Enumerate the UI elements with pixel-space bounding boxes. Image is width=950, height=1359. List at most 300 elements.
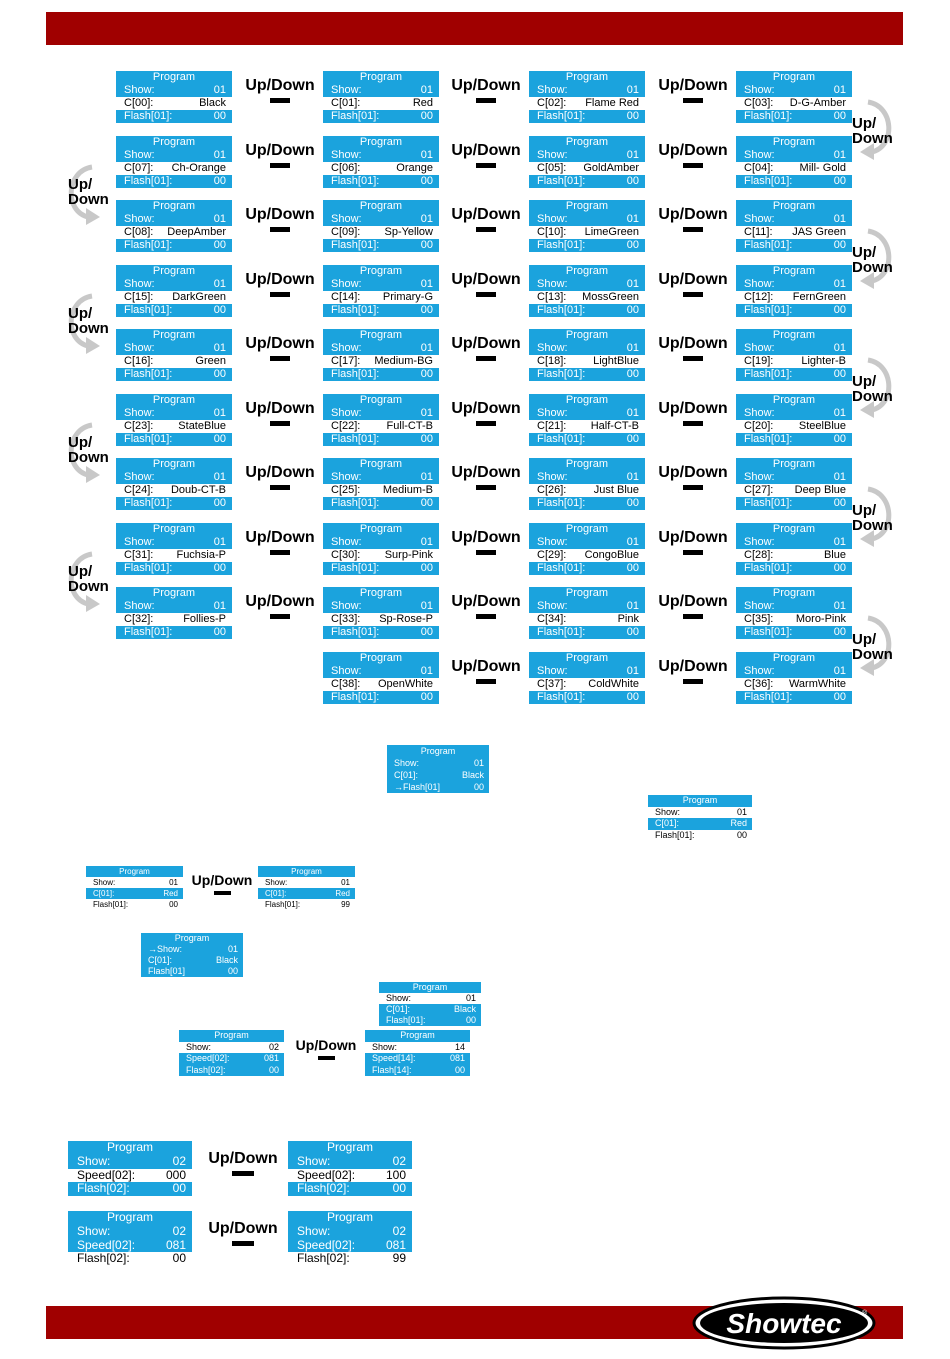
lcd-value: 00 bbox=[213, 626, 226, 638]
lcd-value: 01 bbox=[833, 278, 846, 290]
lcd-value: 00 bbox=[392, 1182, 406, 1196]
lcd-row bbox=[529, 162, 645, 175]
lcd-row bbox=[323, 626, 439, 639]
lcd-row bbox=[323, 355, 439, 368]
lcd-row bbox=[736, 433, 852, 446]
lcd-value: 01 bbox=[169, 878, 178, 887]
lcd-value: Full-CT-B bbox=[386, 420, 433, 432]
lcd-label: Show: bbox=[124, 536, 155, 548]
lcd-label: C[07]: bbox=[124, 162, 154, 174]
updown-label: Up/Down bbox=[245, 335, 315, 352]
lcd-label: C[11]: bbox=[744, 226, 773, 238]
up-text: Up/ bbox=[852, 502, 877, 519]
lcd-label: Flash[01]: bbox=[124, 304, 173, 316]
lcd-title: Program bbox=[359, 587, 403, 599]
lcd-value: Red bbox=[412, 97, 433, 109]
down-text: Down bbox=[852, 646, 893, 663]
lcd-title: Program bbox=[772, 587, 816, 599]
lcd-value: Orange bbox=[396, 162, 433, 174]
up-text: Up/ bbox=[852, 373, 877, 390]
header-bar bbox=[46, 12, 903, 45]
lcd-row bbox=[529, 84, 645, 97]
lcd-row bbox=[529, 149, 645, 162]
updown-label: Up/Down bbox=[658, 335, 728, 352]
color-display bbox=[529, 71, 645, 123]
updown-bar bbox=[476, 356, 496, 361]
lcd-row bbox=[387, 769, 489, 781]
updown-label: Up/Down bbox=[451, 335, 521, 352]
lcd-row bbox=[736, 265, 852, 278]
lcd-row bbox=[529, 497, 645, 510]
lcd-row bbox=[736, 149, 852, 162]
updown-bar bbox=[683, 292, 703, 297]
lcd-label: C[27]: bbox=[744, 484, 774, 496]
lcd-row bbox=[323, 471, 439, 484]
lcd-title: Program bbox=[772, 200, 816, 212]
lcd-title: Program bbox=[106, 1211, 153, 1224]
lcd-value: CongoBlue bbox=[584, 549, 639, 561]
lcd-label: Show: bbox=[124, 213, 155, 225]
color-display bbox=[323, 458, 439, 510]
lcd-value: Follies-P bbox=[183, 613, 226, 625]
lcd-row bbox=[736, 420, 852, 433]
color-display bbox=[323, 265, 439, 317]
lcd-value: DeepAmber bbox=[167, 226, 226, 238]
lcd-row bbox=[529, 587, 645, 600]
lcd-label: Show: bbox=[744, 600, 775, 612]
color-display bbox=[116, 329, 232, 381]
lcd-label: Show: bbox=[331, 407, 362, 419]
updown-indicator bbox=[426, 335, 546, 361]
lcd-label: C[00]: bbox=[124, 97, 154, 109]
lcd-row bbox=[736, 84, 852, 97]
lcd-value: Just Blue bbox=[593, 484, 639, 496]
lcd-value: 01 bbox=[736, 806, 747, 817]
lcd-value: 00 bbox=[213, 497, 226, 509]
lcd-row bbox=[323, 342, 439, 355]
lcd-row bbox=[529, 200, 645, 213]
lcd-label: Show: bbox=[744, 149, 775, 161]
updown-label: Up/Down bbox=[451, 529, 521, 546]
lcd-label: Show: bbox=[537, 342, 568, 354]
down-text: Down bbox=[68, 578, 109, 595]
updown-bar bbox=[270, 421, 290, 426]
lcd-title: Program bbox=[772, 265, 816, 277]
lcd-row bbox=[529, 536, 645, 549]
updown-bar bbox=[270, 292, 290, 297]
lcd-row bbox=[529, 71, 645, 84]
lcd-row bbox=[116, 342, 232, 355]
updown-indicator bbox=[633, 142, 753, 168]
lcd-value: 00 bbox=[213, 304, 226, 316]
lcd-label: Show: bbox=[331, 342, 362, 354]
lcd-value: Red bbox=[730, 818, 747, 828]
lcd-label: C[14]: bbox=[331, 291, 361, 303]
lcd-label: C[30]: bbox=[331, 549, 361, 561]
lcd-row bbox=[323, 213, 439, 226]
lcd-row bbox=[529, 626, 645, 639]
lcd-row bbox=[288, 1252, 412, 1266]
lcd-row bbox=[323, 97, 439, 110]
updown-label: Up/Down bbox=[451, 658, 521, 675]
lcd-label: Show: bbox=[331, 278, 362, 290]
lcd-value: 01 bbox=[626, 149, 639, 161]
lcd-value: 01 bbox=[420, 407, 433, 419]
lcd-label: →Flash[01] bbox=[394, 782, 441, 792]
lcd-label: C[20]: bbox=[744, 420, 774, 432]
lcd-label: Show: bbox=[124, 471, 155, 483]
lcd-label: C[29]: bbox=[537, 549, 567, 561]
lcd-value: 00 bbox=[454, 1064, 465, 1075]
updown-indicator bbox=[220, 400, 340, 426]
lcd-label: Show: bbox=[331, 600, 362, 612]
lcd-row bbox=[736, 329, 852, 342]
lcd-value: Black bbox=[199, 97, 226, 109]
color-display bbox=[323, 523, 439, 575]
lcd-row bbox=[736, 278, 852, 291]
lcd-label: C[01]: bbox=[265, 889, 287, 898]
lcd-row bbox=[529, 562, 645, 575]
lcd-value: ColdWhite bbox=[588, 678, 639, 690]
lcd-value: 00 bbox=[626, 433, 639, 445]
lcd-value: D-G-Amber bbox=[789, 97, 846, 109]
lcd-label: Flash[02]: bbox=[297, 1252, 350, 1266]
updown-bar bbox=[270, 614, 290, 619]
lcd-row bbox=[529, 484, 645, 497]
lcd-row bbox=[736, 613, 852, 626]
lcd-row bbox=[736, 110, 852, 123]
updown-indicator bbox=[220, 206, 340, 232]
lcd-label: Show: bbox=[537, 536, 568, 548]
lcd-value: 01 bbox=[227, 944, 238, 954]
lcd-value: OpenWhite bbox=[377, 678, 433, 690]
lcd-title: Program bbox=[326, 1141, 373, 1154]
lcd-label: Flash[02]: bbox=[297, 1182, 350, 1196]
lcd-label: Flash[01]: bbox=[331, 304, 380, 316]
lcd-label: C[19]: bbox=[744, 355, 774, 367]
lcd-label: Flash[01]: bbox=[331, 497, 380, 509]
lcd-value: 01 bbox=[213, 600, 226, 612]
lcd-value: Lighter-B bbox=[801, 355, 846, 367]
lcd-value: 00 bbox=[626, 626, 639, 638]
lcd-label: Flash[01]: bbox=[537, 691, 586, 703]
updown-label: Up/Down bbox=[208, 1150, 278, 1167]
lcd-label: Flash[02]: bbox=[186, 1064, 226, 1075]
updown-bar bbox=[232, 1241, 254, 1246]
lcd-title: Program bbox=[565, 71, 609, 83]
updown-indicator bbox=[220, 271, 340, 297]
lcd-value: 00 bbox=[626, 691, 639, 703]
lcd-row bbox=[141, 955, 243, 966]
lcd-value: Primary-G bbox=[382, 291, 433, 303]
lcd-row bbox=[736, 368, 852, 381]
lcd-row bbox=[116, 239, 232, 252]
lcd-row bbox=[529, 368, 645, 381]
updown-label: Up/Down bbox=[658, 271, 728, 288]
lcd-value: 01 bbox=[626, 213, 639, 225]
lcd-row bbox=[68, 1225, 192, 1239]
lcd-label: Flash[01]: bbox=[537, 562, 586, 574]
lcd-value: Black bbox=[215, 955, 238, 965]
lcd-row bbox=[323, 433, 439, 446]
lcd-title: Program bbox=[214, 1030, 249, 1040]
lcd-row bbox=[736, 600, 852, 613]
lcd-value: 01 bbox=[213, 471, 226, 483]
lcd-row bbox=[736, 355, 852, 368]
lcd-row bbox=[323, 394, 439, 407]
updown-label: Up/Down bbox=[451, 142, 521, 159]
lcd-row bbox=[529, 523, 645, 536]
color-display bbox=[529, 265, 645, 317]
lcd-label: Show: bbox=[537, 278, 568, 290]
lcd-label: C[06]: bbox=[331, 162, 361, 174]
lcd-title: Program bbox=[565, 587, 609, 599]
lcd-title: Program bbox=[359, 265, 403, 277]
lcd-row bbox=[323, 549, 439, 562]
lcd-row bbox=[736, 626, 852, 639]
lcd-row bbox=[323, 562, 439, 575]
lcd-label: Flash[01]: bbox=[124, 175, 173, 187]
lcd-value: 01 bbox=[213, 149, 226, 161]
lcd-title: Program bbox=[565, 200, 609, 212]
updown-label: Up/Down bbox=[451, 593, 521, 610]
lcd-row bbox=[68, 1169, 192, 1183]
lcd-title: Program bbox=[291, 867, 322, 876]
lcd-row bbox=[323, 239, 439, 252]
lcd-label: Flash[01]: bbox=[744, 433, 793, 445]
lcd-label: Flash[01]: bbox=[124, 239, 173, 251]
lcd-row bbox=[529, 433, 645, 446]
lcd-title: Program bbox=[152, 200, 196, 212]
updown-side-label bbox=[68, 435, 109, 465]
updown-indicator bbox=[426, 400, 546, 426]
lcd-label: Flash[01]: bbox=[537, 239, 586, 251]
lcd-label: C[01]: bbox=[386, 1004, 411, 1014]
lcd-value: 00 bbox=[626, 304, 639, 316]
updown-indicator bbox=[220, 335, 340, 361]
lcd-value: Surp-Pink bbox=[384, 549, 433, 561]
lcd-value: 00 bbox=[833, 368, 846, 380]
color-display bbox=[529, 523, 645, 575]
lcd-label: Show: bbox=[372, 1041, 398, 1052]
lcd-label: Show: bbox=[124, 278, 155, 290]
up-text: Up/ bbox=[68, 176, 93, 193]
lcd-label: Speed[02]: bbox=[297, 1238, 356, 1252]
lcd-value: 01 bbox=[626, 600, 639, 612]
updown-bar bbox=[683, 227, 703, 232]
lcd-value: 01 bbox=[213, 536, 226, 548]
lcd-label: Show: bbox=[744, 278, 775, 290]
lcd-row bbox=[529, 549, 645, 562]
lcd-row bbox=[68, 1252, 192, 1266]
lcd-title: Program bbox=[359, 329, 403, 341]
lcd-label: C[10]: bbox=[537, 226, 567, 238]
lcd-value: 00 bbox=[833, 110, 846, 122]
lcd-row bbox=[116, 458, 232, 471]
lcd-value: 00 bbox=[833, 497, 846, 509]
updown-bar bbox=[476, 485, 496, 490]
lcd-value: 01 bbox=[465, 993, 476, 1003]
updown-indicator bbox=[633, 206, 753, 232]
lcd-label: C[31]: bbox=[124, 549, 154, 561]
lcd-label: C[24]: bbox=[124, 484, 154, 496]
color-display bbox=[529, 587, 645, 639]
lcd-value: 01 bbox=[213, 342, 226, 354]
lcd-row bbox=[529, 394, 645, 407]
lcd-row bbox=[68, 1141, 192, 1155]
lcd-row bbox=[116, 613, 232, 626]
lcd-value: 01 bbox=[420, 471, 433, 483]
lcd-row bbox=[141, 966, 243, 977]
color-display bbox=[736, 652, 852, 704]
updown-label: Up/Down bbox=[208, 1220, 278, 1237]
lcd-value: 99 bbox=[392, 1252, 406, 1266]
lcd-label: C[13]: bbox=[537, 291, 567, 303]
lcd-label: Show: bbox=[331, 471, 362, 483]
lcd-row bbox=[116, 497, 232, 510]
lcd-value: Mill- Gold bbox=[799, 162, 846, 174]
lcd-value: 081 bbox=[165, 1238, 186, 1252]
lcd-row bbox=[323, 484, 439, 497]
color-display bbox=[736, 458, 852, 510]
lcd-row bbox=[323, 691, 439, 704]
color-display bbox=[323, 587, 439, 639]
lcd-row bbox=[736, 678, 852, 691]
lcd-value: 01 bbox=[626, 665, 639, 677]
lcd-value: 01 bbox=[420, 600, 433, 612]
lcd-label: C[25]: bbox=[331, 484, 361, 496]
lcd-row bbox=[379, 982, 481, 993]
updown-indicator bbox=[220, 529, 340, 555]
lcd-row bbox=[529, 213, 645, 226]
lcd-value: Medium-B bbox=[382, 484, 433, 496]
lcd-row bbox=[736, 587, 852, 600]
lcd-row bbox=[736, 342, 852, 355]
lcd-row bbox=[68, 1182, 192, 1196]
lcd-row bbox=[288, 1225, 412, 1239]
lcd-value: Blue bbox=[823, 549, 846, 561]
color-display bbox=[736, 71, 852, 123]
lcd-row bbox=[116, 278, 232, 291]
lcd-title: Program bbox=[400, 1030, 435, 1040]
updown-label: Up/Down bbox=[451, 77, 521, 94]
lcd-row bbox=[116, 213, 232, 226]
lcd-title: Program bbox=[420, 746, 456, 756]
lcd-title: Program bbox=[412, 982, 448, 992]
updown-label: Up/Down bbox=[658, 400, 728, 417]
lcd-label: Speed[14]: bbox=[372, 1053, 416, 1063]
updown-bar bbox=[476, 163, 496, 168]
lcd-value: 00 bbox=[172, 1182, 186, 1196]
updown-indicator bbox=[426, 271, 546, 297]
lcd-value: 01 bbox=[833, 536, 846, 548]
lcd-row bbox=[648, 818, 752, 830]
lcd-value: 00 bbox=[626, 110, 639, 122]
lcd-label: C[21]: bbox=[537, 420, 567, 432]
lcd-row bbox=[116, 226, 232, 239]
lcd-row bbox=[116, 355, 232, 368]
lcd-row bbox=[387, 781, 489, 793]
lcd-title: Program bbox=[106, 1141, 153, 1154]
lcd-label: C[15]: bbox=[124, 291, 154, 303]
lcd-row bbox=[323, 84, 439, 97]
lcd-row bbox=[116, 84, 232, 97]
lcd-label: Speed[02]: bbox=[77, 1168, 136, 1182]
lcd-label: C[01]: bbox=[655, 818, 680, 828]
lcd-row bbox=[116, 600, 232, 613]
lcd-label: Show: bbox=[297, 1224, 331, 1238]
lcd-title: Program bbox=[682, 795, 718, 805]
lcd-row bbox=[323, 458, 439, 471]
lcd-row bbox=[379, 993, 481, 1004]
lcd-value: 00 bbox=[213, 110, 226, 122]
down-text: Down bbox=[852, 517, 893, 534]
lcd-value: Doub-CT-B bbox=[170, 484, 226, 496]
lcd-row bbox=[116, 71, 232, 84]
lcd-label: Flash[01]: bbox=[537, 433, 586, 445]
lcd-title: Program bbox=[119, 867, 150, 876]
lcd-value: 02 bbox=[268, 1041, 279, 1052]
lcd-label: C[01]: bbox=[148, 955, 173, 965]
lcd-row bbox=[323, 523, 439, 536]
lcd-value: 01 bbox=[626, 536, 639, 548]
updown-indicator bbox=[426, 658, 546, 684]
updown-indicator bbox=[633, 464, 753, 490]
lcd-label: Speed[02]: bbox=[297, 1168, 356, 1182]
lcd-value: 00 bbox=[626, 368, 639, 380]
lcd-label: Flash[02]: bbox=[77, 1182, 130, 1196]
lcd-row bbox=[288, 1155, 412, 1169]
lcd-row bbox=[116, 329, 232, 342]
updown-indicator bbox=[633, 658, 753, 684]
lcd-value: 00 bbox=[465, 1015, 476, 1025]
lcd-title: Program bbox=[565, 523, 609, 535]
updown-indicator bbox=[633, 529, 753, 555]
lcd-label: Show: bbox=[537, 407, 568, 419]
lcd-row bbox=[323, 368, 439, 381]
lcd-label: Flash[01]: bbox=[331, 239, 380, 251]
lcd-row bbox=[288, 1211, 412, 1225]
updown-indicator bbox=[633, 271, 753, 297]
updown-bar bbox=[232, 1171, 254, 1176]
lcd-label: Speed[02]: bbox=[77, 1238, 136, 1252]
updown-bar bbox=[683, 679, 703, 684]
lcd-row bbox=[529, 97, 645, 110]
lcd-row bbox=[323, 226, 439, 239]
updown-bar bbox=[476, 98, 496, 103]
color-display bbox=[529, 136, 645, 188]
lcd-row bbox=[736, 497, 852, 510]
color-display bbox=[736, 200, 852, 252]
updown-bar bbox=[683, 356, 703, 361]
color-display bbox=[116, 587, 232, 639]
updown-bar bbox=[683, 614, 703, 619]
color-display bbox=[323, 200, 439, 252]
lcd-row bbox=[529, 239, 645, 252]
showtec-logo bbox=[690, 1295, 882, 1351]
lcd-value: GoldAmber bbox=[583, 162, 639, 174]
lcd-label: Flash[01]: bbox=[744, 239, 793, 251]
lcd-label: Show: bbox=[77, 1224, 111, 1238]
lcd-value: 00 bbox=[833, 175, 846, 187]
lcd-label: Show: bbox=[331, 665, 362, 677]
lcd-row bbox=[529, 136, 645, 149]
lcd-value: Deep Blue bbox=[794, 484, 846, 496]
updown-bar bbox=[476, 614, 496, 619]
lcd-row bbox=[323, 665, 439, 678]
updown-label: Up/Down bbox=[658, 464, 728, 481]
lcd-label: C[16]: bbox=[124, 355, 154, 367]
